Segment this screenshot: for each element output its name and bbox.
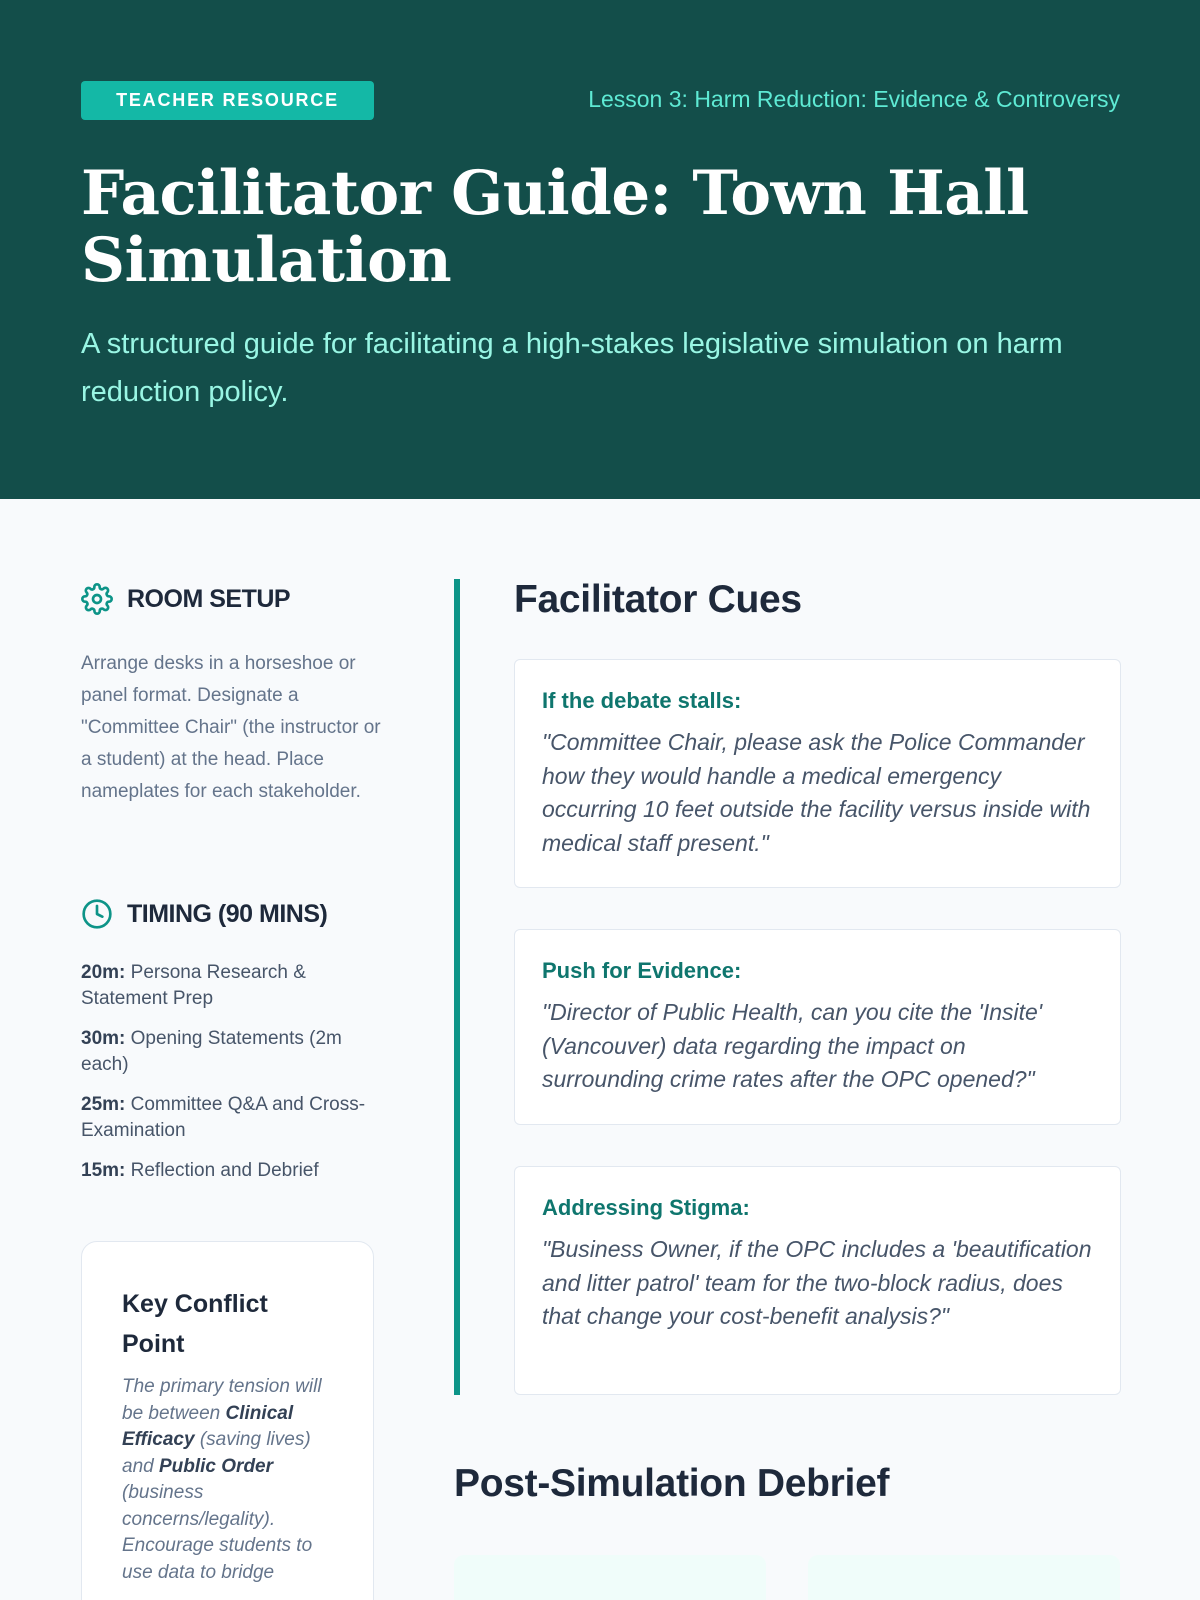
timing-heading xyxy=(81,898,327,930)
key-conflict-text-part: (saving lives) and xyxy=(122,1429,311,1477)
clock-icon xyxy=(81,898,113,930)
room-setup-text: Arrange desks in a horseshoe or panel format. Designate a "Committee Chair" (the instructor or a student) at the head. Place nameplates for each stakeholder. xyxy=(81,653,381,802)
key-conflict-card xyxy=(81,1241,374,1600)
page-title: Facilitator Guide: Town Hall Simulation xyxy=(81,158,1029,296)
timing-item xyxy=(81,1158,381,1184)
lesson-label: Lesson 3: Harm Reduction: Evidence & Controversy xyxy=(588,86,1120,112)
timing-item-time: 25m: xyxy=(81,1094,126,1115)
key-conflict-heading: Key Conflict Point xyxy=(122,1290,268,1358)
timing-list xyxy=(81,960,381,1198)
timing-heading-text: TIMING (90 MINS) xyxy=(127,899,328,928)
timing-item xyxy=(81,1092,381,1144)
timing-item xyxy=(81,1026,381,1078)
facilitator-cues-title: Facilitator Cues xyxy=(514,578,802,621)
timing-item-label: Persona Research & Statement Prep xyxy=(81,962,306,1009)
timing-item-time: 20m: xyxy=(81,962,126,983)
gear-icon xyxy=(81,583,113,615)
page-subtitle: A structured guide for facilitating a high-stakes legislative simulation on harm reduction policy. xyxy=(81,328,1063,408)
cue-card xyxy=(514,659,1121,888)
key-conflict-text xyxy=(122,1374,333,1586)
timing-item-label: Committee Q&A and Cross-Examination xyxy=(81,1094,366,1141)
cue-heading: If the debate stalls: xyxy=(542,688,742,713)
debrief-card xyxy=(808,1555,1120,1600)
cue-heading: Push for Evidence: xyxy=(542,958,742,983)
clinical-efficacy-term: Clinical Efficacy xyxy=(122,1402,294,1450)
cue-text: "Business Owner, if the OPC includes a 'beautification and litter patrol' team for the two-block radius, does that change your cost-benefit analysis?" xyxy=(542,1236,1092,1329)
cue-card xyxy=(514,929,1121,1125)
cue-text: "Director of Public Health, can you cite the 'Insite' (Vancouver) data regarding the impact on surrounding crime rates after the OPC opened?" xyxy=(542,999,1043,1092)
cue-heading: Addressing Stigma: xyxy=(542,1195,750,1220)
cue-text: "Committee Chair, please ask the Police Commander how they would handle a medical emergency occurring 10 feet outside the facility versus inside with medical staff present." xyxy=(542,729,1091,856)
timing-item xyxy=(81,960,381,1012)
teacher-resource-badge: TEACHER RESOURCE xyxy=(81,81,374,120)
cue-card xyxy=(514,1166,1121,1395)
timing-item-label: Opening Statements (2m each) xyxy=(81,1028,342,1075)
room-setup-heading xyxy=(81,583,290,615)
room-setup-heading-text: ROOM SETUP xyxy=(127,584,291,613)
timing-item-label: Reflection and Debrief xyxy=(130,1160,319,1181)
key-conflict-text-part: (business concerns/legality). Encourage students to use data to bridge xyxy=(122,1482,313,1583)
key-conflict-text-part: The primary tension will be between xyxy=(122,1376,322,1424)
page-header xyxy=(0,0,1200,499)
timing-item-time: 30m: xyxy=(81,1028,126,1049)
column-divider xyxy=(454,579,460,1395)
debrief-title: Post-Simulation Debrief xyxy=(454,1462,890,1505)
debrief-card xyxy=(454,1555,766,1600)
timing-item-time: 15m: xyxy=(81,1160,126,1181)
public-order-term: Public Order xyxy=(158,1455,274,1477)
